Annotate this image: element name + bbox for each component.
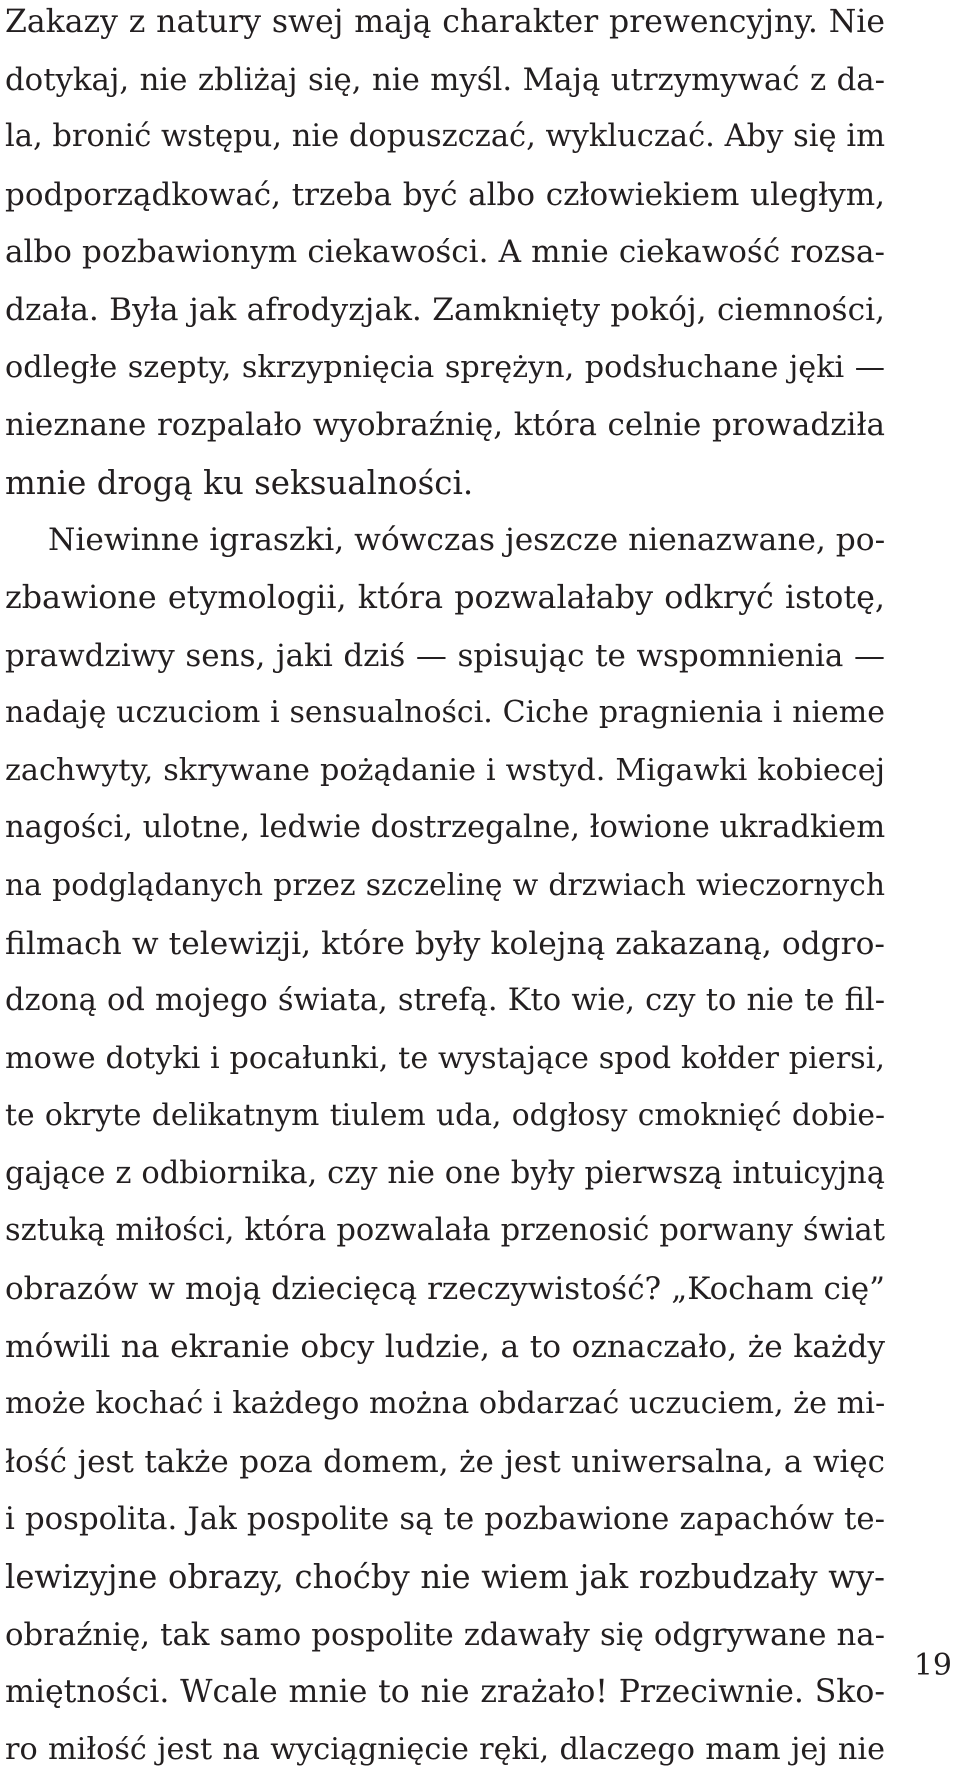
page-number: 19 xyxy=(913,1648,952,1683)
text-line: na podglądanych przez szczelinę w drzwiach wieczornych xyxy=(5,867,885,903)
text-line: obrazów w moją dziecięcą rzeczywistość? „Kocham cię” xyxy=(5,1271,885,1308)
text-line: Niewinne igraszki, wówczas jeszcze nienazwane, po- xyxy=(48,522,885,559)
text-line: Zakazy z natury swej mają charakter prewencyjny. Nie xyxy=(5,4,885,40)
text-line: podporządkować, trzeba być albo człowiekiem uległym, xyxy=(5,176,885,213)
text-line: mówili na ekranie obcy ludzie, a to oznaczało, że każdy xyxy=(5,1328,885,1365)
text-line: łość jest także poza domem, że jest uniwersalna, a więc xyxy=(5,1443,885,1480)
text-line: zachwyty, skrywane pożądanie i wstyd. Migawki kobiecej xyxy=(5,752,885,788)
text-line: i pospolita. Jak pospolite są te pozbawione zapachów te- xyxy=(5,1501,885,1538)
text-line: sztuką miłości, która pozwalała przenosić porwany świat xyxy=(5,1213,885,1249)
text-line: miętności. Wcale mnie to nie zrażało! Przeciwnie. Sko- xyxy=(5,1674,885,1711)
text-line: zbawione etymologii, która pozwalałaby odkryć istotę, xyxy=(5,579,885,616)
body-text xyxy=(5,0,885,1785)
text-line: albo pozbawionym ciekawości. A mnie ciekawość rozsa- xyxy=(5,234,885,271)
text-line: dotykaj, nie zbliżaj się, nie myśl. Mają utrzymywać z da- xyxy=(5,61,885,98)
text-line: nagości, ulotne, ledwie dostrzegalne, łowione ukradkiem xyxy=(5,810,885,846)
text-line: gające z odbiornika, czy nie one były pierwszą intuicyjną xyxy=(5,1155,885,1191)
text-line: filmach w telewizji, które były kolejną zakazaną, odgro- xyxy=(5,925,885,962)
text-line: lewizyjne obrazy, choćby nie wiem jak rozbudzały wy- xyxy=(5,1558,885,1597)
text-line: obraźnię, tak samo pospolite zdawały się odgrywane na- xyxy=(5,1616,885,1653)
text-line: mnie drogą ku seksualności. xyxy=(5,463,474,502)
text-line: dzoną od mojego świata, strefą. Kto wie, czy to nie te fil- xyxy=(5,983,885,1019)
text-line: prawdziwy sens, jaki dziś — spisując te wspomnienia — xyxy=(5,637,885,674)
text-line: ro miłość jest na wyciągnięcie ręki, dlaczego mam jej nie xyxy=(5,1731,885,1767)
text-line: nieznane rozpalało wyobraźnię, która celnie prowadziła xyxy=(5,407,885,444)
text-line: może kochać i każdego można obdarzać uczuciem, że mi- xyxy=(5,1386,885,1422)
text-line: la, bronić wstępu, nie dopuszczać, wykluczać. Aby się im xyxy=(5,119,885,155)
text-line: dzała. Była jak afrodyzjak. Zamknięty pokój, ciemności, xyxy=(5,291,885,328)
text-line: nadaję uczuciom i sensualności. Ciche pragnienia i nieme xyxy=(5,695,885,731)
text-line: te okryte delikatnym tiulem uda, odgłosy cmoknięć dobie- xyxy=(5,1098,885,1134)
text-line: odległe szepty, skrzypnięcia sprężyn, podsłuchane jęki — xyxy=(5,349,885,385)
text-line: mowe dotyki i pocałunki, te wystające spod kołder piersi, xyxy=(5,1040,885,1076)
